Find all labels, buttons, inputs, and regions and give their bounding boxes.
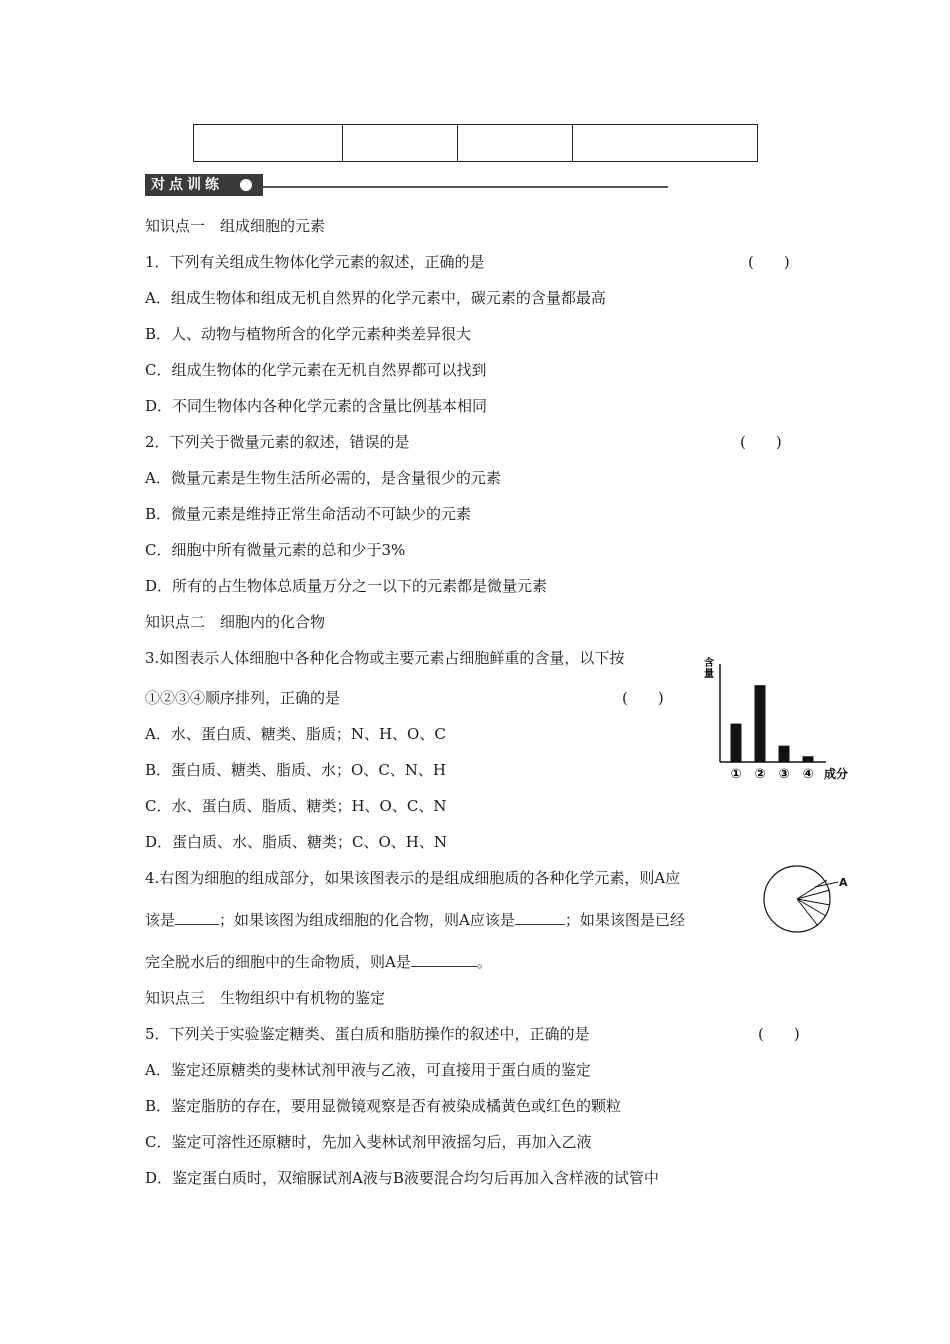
y-axis-label: 含量 [704, 658, 714, 680]
q5-option-c: C．鉴定可溶性还原糖时，先加入斐林试剂甲液摇匀后，再加入乙液 [145, 1133, 592, 1151]
knowledge-point-2: 知识点二 细胞内的化合物 [145, 613, 326, 631]
q4-line3 [145, 952, 492, 972]
label-leader-line [815, 882, 838, 887]
top-table [193, 124, 758, 162]
answer-blank-3[interactable] [411, 952, 477, 967]
cell-composition-diagram [760, 862, 860, 938]
q4-text: ；如果该图为组成细胞的化合物，则A应该是 [219, 911, 515, 929]
q2-answer-paren: ( ) [740, 433, 782, 451]
q2-option-d: D．所有的占生物体总质量万分之一以下的元素都是微量元素 [145, 577, 548, 595]
q2-option-a: A．微量元素是生物生活所必需的，是含量很少的元素 [145, 469, 501, 487]
q5-option-d: D．鉴定蛋白质时，双缩脲试剂A液与B液要混合均匀后再加入含样液的试管中 [145, 1169, 659, 1187]
answer-blank-2[interactable] [515, 910, 565, 925]
header-rule [263, 186, 668, 188]
q4-text: 完全脱水后的细胞中的生命物质，则A是 [145, 953, 411, 971]
q1-option-a: A．组成生物体和组成无机自然界的化学元素中，碳元素的含量都最高 [145, 289, 606, 307]
q5-option-b: B．鉴定脂肪的存在，要用显微镜观察是否有被染成橘黄色或红色的颗粒 [145, 1097, 622, 1115]
q4-line1: 4.右图为细胞的组成部分，如果该图表示的是组成细胞质的各种化学元素，则A应 [145, 869, 681, 887]
q1-option-b: B．人、动物与植物所含的化学元素种类差异很大 [145, 325, 472, 343]
q2-option-b: B．微量元素是维持正常生命活动不可缺少的元素 [145, 505, 472, 523]
table-divider [342, 125, 343, 161]
q1-stem: 1．下列有关组成生物体化学元素的叙述，正确的是 [145, 253, 485, 271]
sector-line [797, 899, 818, 926]
bar-3 [779, 746, 790, 762]
q4-text: 该是 [145, 911, 176, 929]
q4-text: 。 [476, 953, 492, 971]
q4-text: ；如果该图是已经 [564, 911, 685, 929]
q3-stem-line1: 3.如图表示人体细胞中各种化合物或主要元素占细胞鲜重的含量，以下按 [145, 649, 625, 667]
bar-2 [755, 685, 766, 762]
q3-option-b: B．蛋白质、糖类、脂质、水；O、C、N、H [145, 761, 447, 779]
q5-option-a: A．鉴定还原糖类的斐林试剂甲液与乙液，可直接用于蛋白质的鉴定 [145, 1061, 591, 1079]
x-tick-label: ① [730, 767, 742, 782]
sector-line [797, 890, 830, 899]
x-tick-label: ③ [778, 767, 790, 782]
q2-stem: 2．下列关于微量元素的叙述，错误的是 [145, 433, 410, 451]
pie-label-a: A [839, 876, 848, 889]
q3-answer-paren: ( ) [622, 689, 664, 707]
x-tick-label: ② [754, 767, 766, 782]
x-tick-label: ④ [802, 767, 814, 782]
section-header-label: 对点训练 [145, 174, 263, 196]
knowledge-point-1: 知识点一 组成细胞的元素 [145, 217, 326, 235]
q1-option-c: C．组成生物体的化学元素在无机自然界都可以找到 [145, 361, 487, 379]
content-bar-chart [700, 656, 860, 786]
bar-4 [803, 756, 814, 762]
table-divider [457, 125, 458, 161]
bar-1 [731, 724, 742, 762]
knowledge-point-3: 知识点三 生物组织中有机物的鉴定 [145, 989, 386, 1007]
q5-stem: 5．下列关于实验鉴定糖类、蛋白质和脂肪操作的叙述中，正确的是 [145, 1025, 590, 1043]
q1-option-d: D．不同生物体内各种化学元素的含量比例基本相同 [145, 397, 488, 415]
answer-blank-1[interactable] [175, 910, 219, 925]
q1-answer-paren: ( ) [748, 253, 790, 271]
x-axis-label: 成分 [824, 767, 849, 781]
q3-option-d: D．蛋白质、水、脂质、糖类；C、O、H、N [145, 833, 448, 851]
q4-line2 [145, 910, 685, 930]
q2-option-c: C．细胞中所有微量元素的总和少于3% [145, 541, 406, 559]
q3-option-a: A．水、蛋白质、糖类、脂质；N、H、O、C [145, 725, 446, 743]
q3-option-c: C．水、蛋白质、脂质、糖类；H、O、C、N [145, 797, 447, 815]
table-divider [572, 125, 573, 161]
q3-stem-line2: ①②③④顺序排列，正确的是 [145, 689, 341, 707]
sector-line [797, 880, 827, 899]
q5-answer-paren: ( ) [758, 1025, 800, 1043]
bullet-dot-icon [240, 179, 252, 191]
